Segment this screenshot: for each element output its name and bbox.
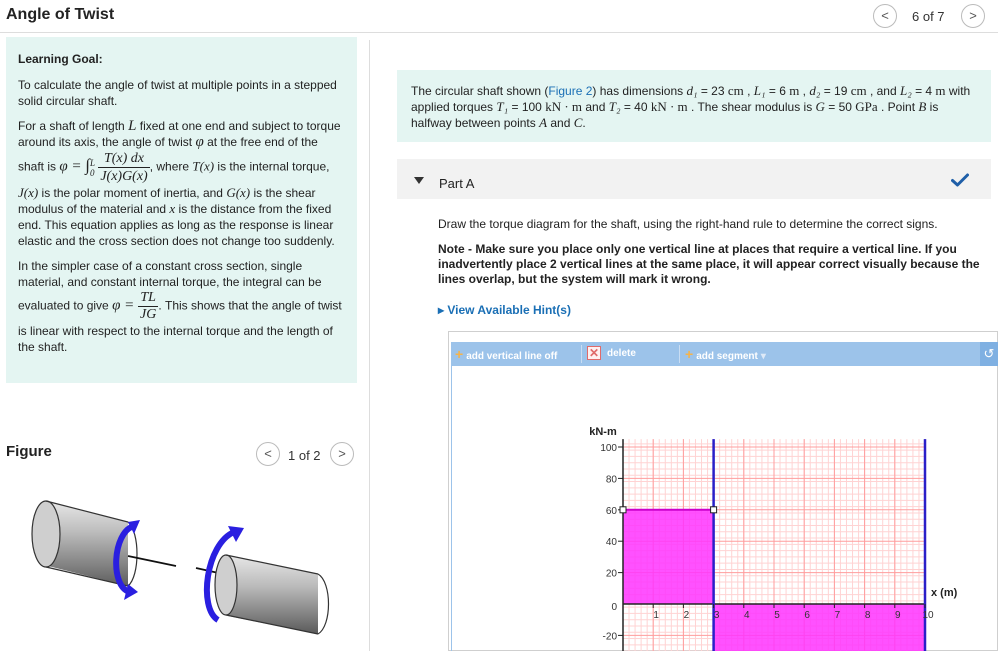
plus-icon: + <box>685 346 694 362</box>
integral-upper-limit: L <box>89 157 95 168</box>
y-tick-label: 60 <box>605 505 617 517</box>
add-vertical-line-label: add vertical line off <box>466 351 558 362</box>
text-fragment: = 50 <box>824 100 856 114</box>
learning-goal-title: Learning Goal: <box>18 52 103 66</box>
text-fragment: is halfway between points <box>411 100 939 130</box>
chevron-left-icon[interactable]: < <box>256 442 280 466</box>
x-tick-label: 9 <box>895 610 901 621</box>
part-a-header[interactable] <box>397 159 991 199</box>
problem-statement <box>397 70 991 142</box>
add-segment-label: add segment <box>696 351 758 362</box>
unit-gpa: GPa <box>855 99 878 114</box>
symbol-Gx: G(x) <box>226 185 251 200</box>
figure-link[interactable]: Figure 2 <box>548 84 593 98</box>
caret-down-icon[interactable] <box>414 177 424 184</box>
text-fragment: is the internal torque, <box>217 159 330 174</box>
symbol-L: L <box>128 118 137 134</box>
text-fragment: For a shaft of length <box>18 119 129 133</box>
y-tick-label: 100 <box>600 443 617 454</box>
text-fragment: , where <box>149 159 193 174</box>
text-fragment: and <box>547 116 574 130</box>
symbol-phi: φ <box>195 134 204 150</box>
symbol-phi-equals: φ = <box>112 297 138 314</box>
text-fragment: = 100 <box>508 100 546 114</box>
text-fragment: and <box>582 100 609 114</box>
shaft-figure <box>0 470 369 651</box>
x-axis-label: x (m) <box>931 587 958 599</box>
column-divider <box>369 40 370 651</box>
text-fragment: is the polar moment of inertia, and <box>38 186 227 200</box>
x-tick-label: 10 <box>922 610 934 621</box>
symbol-x: x <box>169 201 176 216</box>
symbol-C: C <box>573 115 583 130</box>
delete-button[interactable] <box>587 342 636 366</box>
torque-diagram-chart[interactable] <box>452 366 998 651</box>
checkmark-icon <box>951 173 969 187</box>
text-fragment: , <box>799 84 810 98</box>
symbol-A: A <box>539 115 548 130</box>
text-fragment: = 4 <box>911 84 936 98</box>
dropdown-arrow-icon: ▾ <box>760 351 766 362</box>
unit-m: m <box>935 83 946 98</box>
fraction-denominator: J(x)G(x) <box>100 169 148 184</box>
y-tick-label: -20 <box>602 631 617 643</box>
x-tick-label: 1 <box>653 610 659 621</box>
symbol-G: G <box>815 99 825 114</box>
simple-fraction <box>138 290 158 323</box>
chevron-left-icon[interactable]: < <box>873 4 897 28</box>
add-vertical-line-button[interactable] <box>455 342 557 366</box>
figure-title: Figure <box>6 443 52 460</box>
integral-lower-limit: 0 <box>89 167 95 178</box>
left-shaft-segment <box>32 501 176 586</box>
unit-knm: kN · m <box>650 99 688 114</box>
x-tick-label: 6 <box>804 610 810 621</box>
problem-pager: 6 of 7 <box>912 9 945 24</box>
y-tick-label: 20 <box>605 568 617 580</box>
learning-goal-text: To calculate the angle of twist at multiple points in a stepped solid circular shaft. <box>18 78 337 108</box>
symbol-T2: T₂ <box>608 99 621 114</box>
toolbar-separator <box>581 345 582 363</box>
add-segment-button[interactable] <box>685 342 766 366</box>
text-fragment: with applied torques <box>411 84 971 114</box>
y-axis-label: kN-m <box>589 426 617 439</box>
torque-diagram-canvas[interactable] <box>451 366 998 651</box>
fraction-numerator: T(x) dx <box>98 150 149 168</box>
symbol-L1: L₁ <box>753 83 766 98</box>
origin-label: 0 <box>611 602 617 613</box>
x-tick-label: 4 <box>744 610 750 621</box>
learning-goal-paragraph-2 <box>18 118 345 249</box>
view-hints-link[interactable]: ▸ View Available Hint(s) <box>438 303 571 317</box>
learning-goal-panel <box>6 37 357 383</box>
unit-knm: kN · m <box>545 99 583 114</box>
integral-fraction <box>98 150 149 185</box>
text-fragment: . The shear modulus is <box>687 100 816 114</box>
drawing-toolbar <box>451 342 998 366</box>
text-fragment: at the free end of the shaft is <box>18 135 318 174</box>
symbol-L2: L₂ <box>899 83 912 98</box>
unit-cm: cm <box>850 83 867 98</box>
figure-pager: 1 of 2 <box>288 448 321 463</box>
part-a-label: Part A <box>439 176 475 191</box>
text-fragment: = 23 <box>697 84 728 98</box>
x-tick-label: 5 <box>774 610 780 621</box>
delete-label: delete <box>607 348 636 359</box>
segment-handle-1 <box>620 507 626 513</box>
y-tick-label: 40 <box>605 537 617 549</box>
text-fragment: , <box>743 84 754 98</box>
symbol-Tx: T(x) <box>192 158 215 174</box>
learning-goal-paragraph-3 <box>18 258 345 355</box>
x-tick-label: 2 <box>683 610 690 621</box>
x-tick-label: 3 <box>713 610 720 621</box>
toolbar-separator <box>679 345 680 363</box>
text-fragment: = 19 <box>820 84 851 98</box>
unit-cm: cm <box>727 83 744 98</box>
chevron-right-icon[interactable]: > <box>961 4 985 28</box>
text-fragment: . <box>582 116 586 130</box>
torque-segment-1 <box>623 510 714 604</box>
text-fragment: = 40 <box>620 100 651 114</box>
part-a-note: Note - Make sure you place only one vertical line at places that require a vertical line. If you inadvertently place 2 vertical lines at the same place, it will appear correct visually because the lines overlap, but the system will mark it wrong. <box>438 242 980 286</box>
reset-icon[interactable]: ↺ <box>980 342 998 366</box>
y-tick-label: 80 <box>605 474 617 486</box>
integral-sign: ∫ <box>85 155 90 175</box>
symbol-B: B <box>918 99 927 114</box>
top-bar <box>0 0 998 33</box>
text-fragment: . This shows that the angle of twist is linear with respect to the internal torque and the length of the shaft. <box>18 298 342 354</box>
text-fragment: is the shear modulus of the material and <box>18 186 316 216</box>
text-fragment: , and <box>866 84 900 98</box>
chevron-right-icon[interactable]: > <box>330 442 354 466</box>
text-fragment: The circular shaft shown ( <box>411 84 549 98</box>
symbol-Jx: J(x) <box>18 185 39 200</box>
text-fragment: ) has dimensions <box>592 84 687 98</box>
symbol-T1: T₁ <box>496 99 509 114</box>
text-fragment: In the simpler case of a constant cross section, single material, and constant internal torque, the integral can be evaluated to give <box>18 259 322 313</box>
unit-m: m <box>789 83 800 98</box>
part-a-instruction: Draw the torque diagram for the shaft, using the right-hand rule to determine the correct signs. <box>438 217 938 231</box>
symbol-d2: d₂ <box>809 83 821 98</box>
text-fragment: is the distance from the fixed end. This equation applies as long as the response is linear elastic and the cross section does not change too suddenly. <box>18 202 335 248</box>
page-title: Angle of Twist <box>6 6 115 23</box>
delete-icon: ✕ <box>588 346 600 361</box>
x-tick-label: 7 <box>834 610 841 621</box>
symbol-phi-equals: φ = <box>59 158 86 175</box>
fraction-denominator: JG <box>140 307 157 322</box>
text-fragment: fixed at one end and subject to torque around its axis, the angle of twist <box>18 119 341 149</box>
text-fragment: = 6 <box>765 84 790 98</box>
symbol-d1: d₁ <box>686 83 698 98</box>
fraction-numerator: TL <box>138 290 158 307</box>
x-tick-label: 8 <box>864 610 871 621</box>
plus-icon: + <box>455 346 464 362</box>
text-fragment: . Point <box>877 100 919 114</box>
segment-handle-2 <box>711 507 717 513</box>
